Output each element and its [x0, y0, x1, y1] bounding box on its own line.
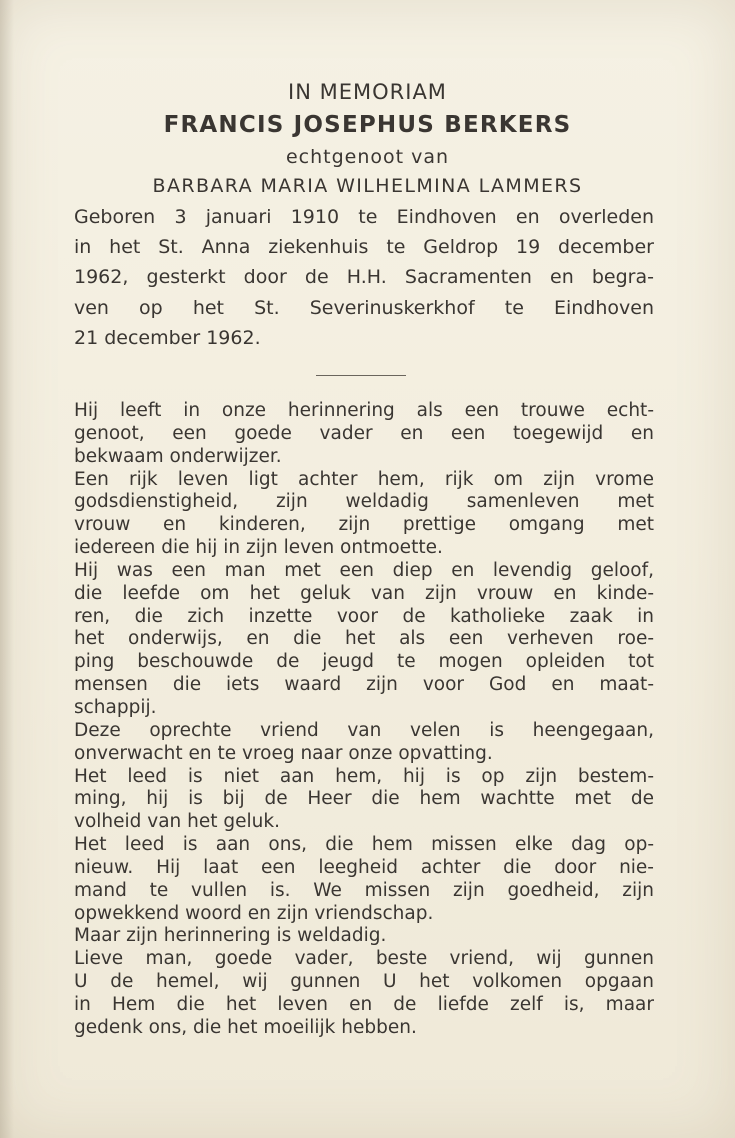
eulogy-line: het onderwijs, en die het als een verheven roe- — [74, 628, 654, 650]
eulogy-line: Hij leeft in onze herinnering als een trouwe echt- — [74, 400, 654, 421]
eulogy-line: Het leed is aan ons, die hem missen elke dag op- — [74, 834, 654, 856]
eulogy-line: onverwacht en te vroeg naar onze opvatting. — [74, 742, 493, 764]
eulogy-line: Maar zijn herinnering is weldadig. — [74, 925, 387, 947]
eulogy-line: schappij. — [74, 696, 157, 718]
eulogy-text — [74, 400, 654, 1040]
separator-rule — [316, 375, 406, 376]
eulogy-line: nieuw. Hij laat een leegheid achter die door nie- — [74, 856, 654, 878]
eulogy-line: Lieve man, goede vader, beste vriend, wij gunnen — [74, 948, 654, 970]
card-header — [0, 78, 735, 199]
eulogy-line: U de hemel, wij gunnen U het volkomen opgaan — [74, 971, 654, 993]
eulogy-line: Een rijk leven ligt achter hem, rijk om zijn vrome — [74, 468, 654, 490]
spouse-label: echtgenoot van — [285, 146, 450, 168]
eulogy-line: iedereen die hij in zijn leven ontmoette. — [74, 537, 443, 559]
eulogy-line: in Hem die het leven en de liefde zelf is, maar — [74, 993, 654, 1015]
birth-line: 21 december 1962. — [74, 326, 261, 349]
eulogy-line: gedenk ons, die het moeilijk hebben. — [74, 1016, 417, 1038]
birth-line: ven op het St. Severinuskerkhof te Eindhoven — [74, 296, 654, 319]
birth-line: in het St. Anna ziekenhuis te Geldrop 19 december — [74, 236, 654, 259]
spouse-name: BARBARA MARIA WILHELMINA LAMMERS — [152, 175, 583, 197]
eulogy-line: godsdienstigheid, zijn weldadig samenleven met — [74, 491, 654, 513]
eulogy-line: mand te vullen is. We missen zijn goedheid, zijn — [74, 879, 654, 901]
eulogy-line: Het leed is niet aan hem, hij is op zijn bestem- — [74, 765, 654, 787]
birth-line: 1962, gesterkt door de H.H. Sacramenten en begra- — [74, 266, 654, 289]
eulogy-line: vrouw en kinderen, zijn prettige omgang met — [74, 514, 654, 536]
eulogy-line: Deze oprechte vriend van velen is heengegaan, — [74, 719, 654, 741]
eulogy-line: die leefde om het geluk van zijn vrouw en kinde- — [74, 582, 654, 604]
eulogy-line: Hij was een man met een diep en levendig geloof, — [74, 559, 654, 581]
eulogy-line: bekwaam onderwijzer. — [74, 445, 282, 467]
deceased-name: FRANCIS JOSEPHUS BERKERS — [163, 112, 572, 138]
eulogy-line: volheid van het geluk. — [74, 811, 280, 833]
eulogy-line: ming, hij is bij de Heer die hem wachtte met de — [74, 788, 654, 810]
eulogy-line: mensen die iets waard zijn voor God en maat- — [74, 674, 654, 696]
eulogy-line: ping beschouwde de jeugd te mogen opleiden tot — [74, 651, 654, 673]
birth-line: Geboren 3 januari 1910 te Eindhoven en overleden — [74, 206, 654, 228]
eulogy-line: opwekkend woord en zijn vriendschap. — [74, 902, 434, 924]
eulogy-line: ren, die zich inzette voor de katholieke zaak in — [74, 605, 654, 627]
eulogy-line: genoot, een goede vader en een toegewijd en — [74, 422, 654, 444]
in-memoriam-heading: IN MEMORIAM — [288, 80, 447, 104]
birth-death-paragraph — [74, 202, 654, 353]
